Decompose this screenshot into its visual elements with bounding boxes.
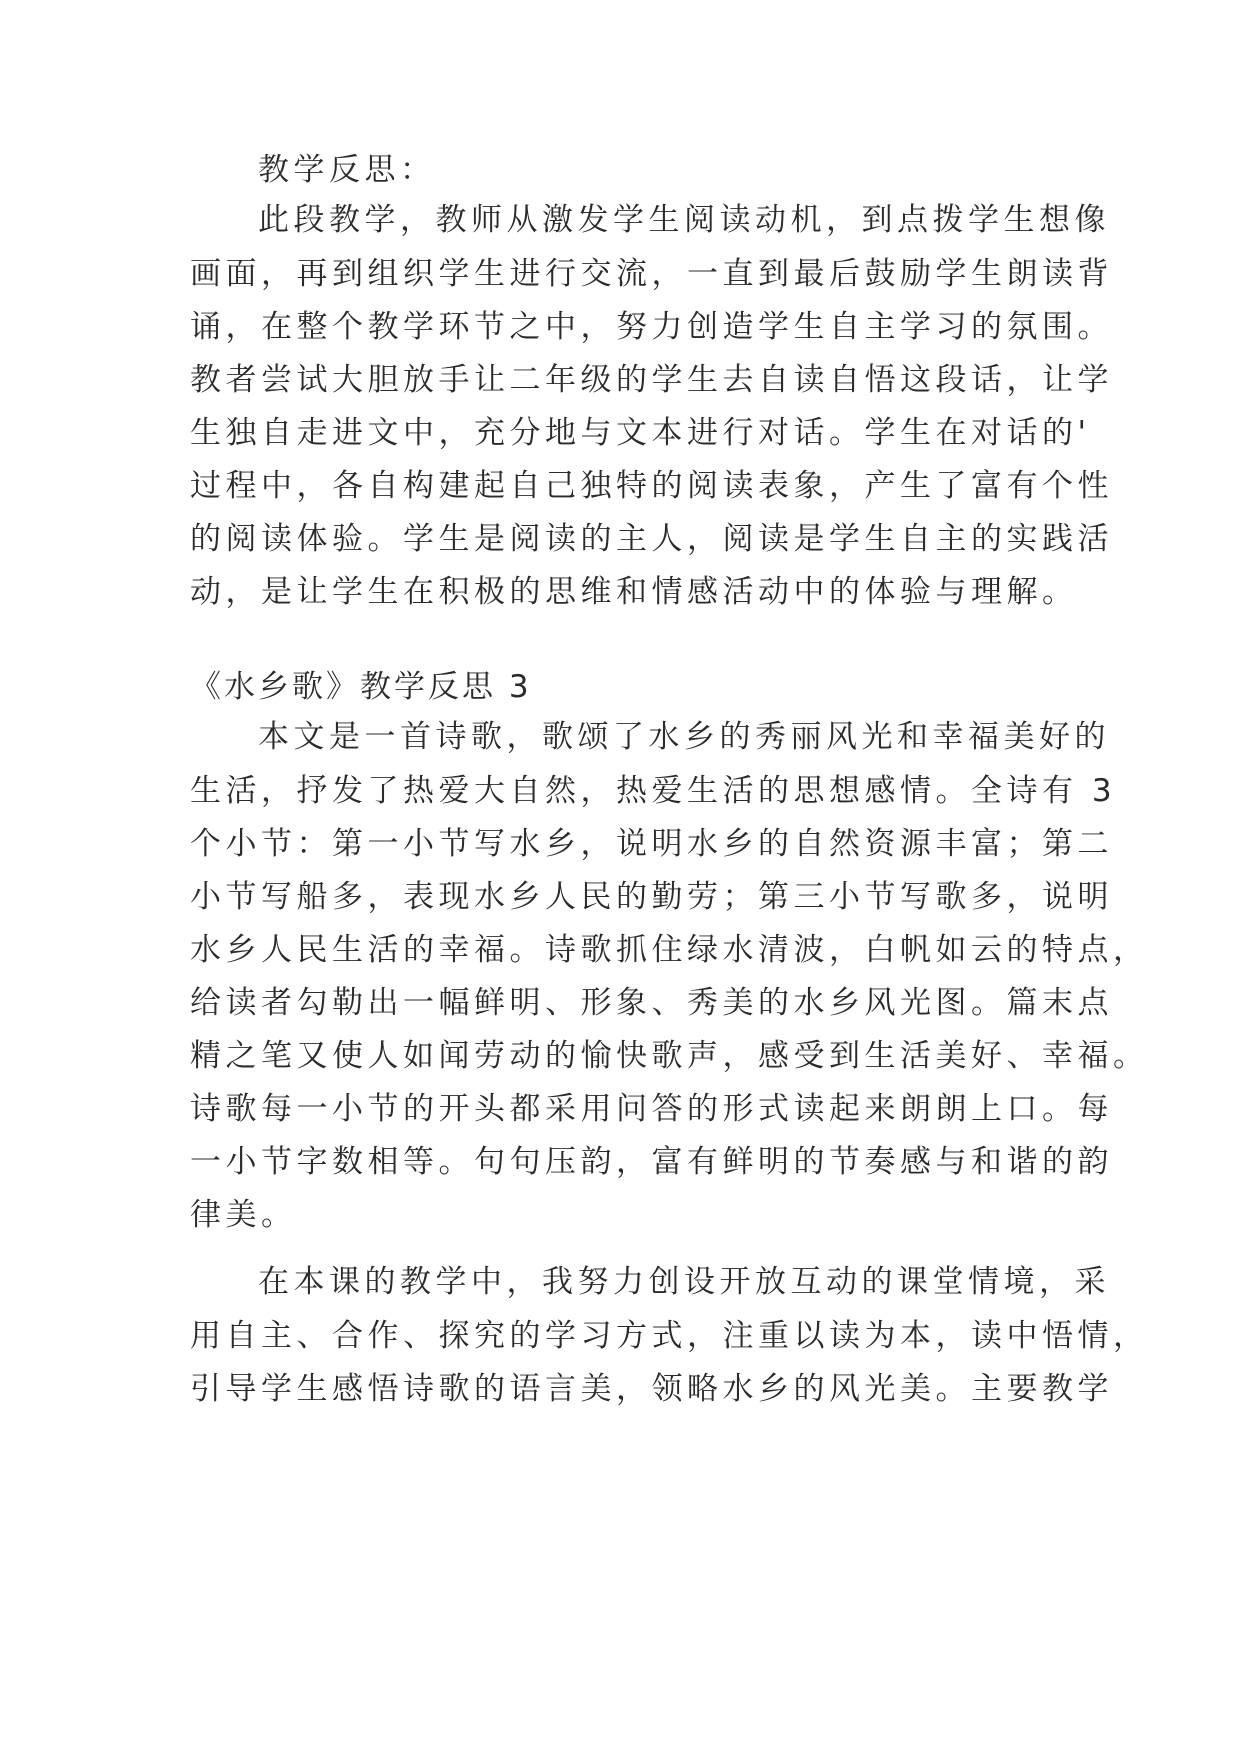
paragraph-line: 动，是让学生在积极的思维和情感活动中的体验与理解。 — [190, 574, 1078, 610]
paragraph-line: 水乡人民生活的幸福。诗歌抓住绿水清波，白帆如云的特点， — [190, 932, 1149, 968]
paragraph-line: 引导学生感悟诗歌的语言美，领略水乡的风光美。主要教学 — [190, 1371, 1113, 1407]
paragraph-line: 小节写船多，表现水乡人民的勤劳；第三小节写歌多，说明 — [190, 879, 1113, 915]
article-title: 《水乡歌》教学反思 3 — [190, 669, 532, 705]
paragraph-line: 诗歌每一小节的开头都采用问答的形式读起来朗朗上口。每 — [190, 1091, 1113, 1127]
paragraph-line: 在本课的教学中，我努力创设开放互动的课堂情境，采 — [258, 1264, 1110, 1300]
paragraph-line: 律美。 — [190, 1197, 297, 1233]
paragraph-line: 画面，再到组织学生进行交流，一直到最后鼓励学生朗读背 — [190, 256, 1113, 292]
paragraph-line: 本文是一首诗歌，歌颂了水乡的秀丽风光和幸福美好的 — [258, 719, 1110, 755]
paragraph-line: 生独自走进文中，充分地与文本进行对话。学生在对话的' — [190, 415, 1091, 451]
paragraph-line: 教者尝试大胆放手让二年级的学生去自读自悟这段话，让学 — [190, 362, 1113, 398]
paragraph-line: 诵，在整个教学环节之中，努力创造学生自主学习的氛围。 — [190, 309, 1113, 345]
paragraph-line: 一小节字数相等。句句压韵，富有鲜明的节奏感与和谐的韵 — [190, 1144, 1113, 1180]
section-heading: 教学反思： — [258, 152, 436, 188]
paragraph-line: 个小节：第一小节写水乡，说明水乡的自然资源丰富；第二 — [190, 826, 1113, 862]
paragraph-line: 用自主、合作、探究的学习方式，注重以读为本，读中悟情， — [190, 1318, 1149, 1354]
paragraph-line: 生活，抒发了热爱大自然，热爱生活的思想感情。全诗有 3 — [190, 773, 1117, 809]
paragraph-line: 过程中，各自构建起自己独特的阅读表象，产生了富有个性 — [190, 468, 1113, 504]
paragraph-line: 此段教学，教师从激发学生阅读动机，到点拨学生想像 — [258, 202, 1110, 238]
paragraph-line: 精之笔又使人如闻劳动的愉快歌声，感受到生活美好、幸福。 — [190, 1038, 1149, 1074]
paragraph-line: 的阅读体验。学生是阅读的主人，阅读是学生自主的实践活 — [190, 521, 1113, 557]
paragraph-line: 给读者勾勒出一幅鲜明、形象、秀美的水乡风光图。篇末点 — [190, 985, 1113, 1021]
